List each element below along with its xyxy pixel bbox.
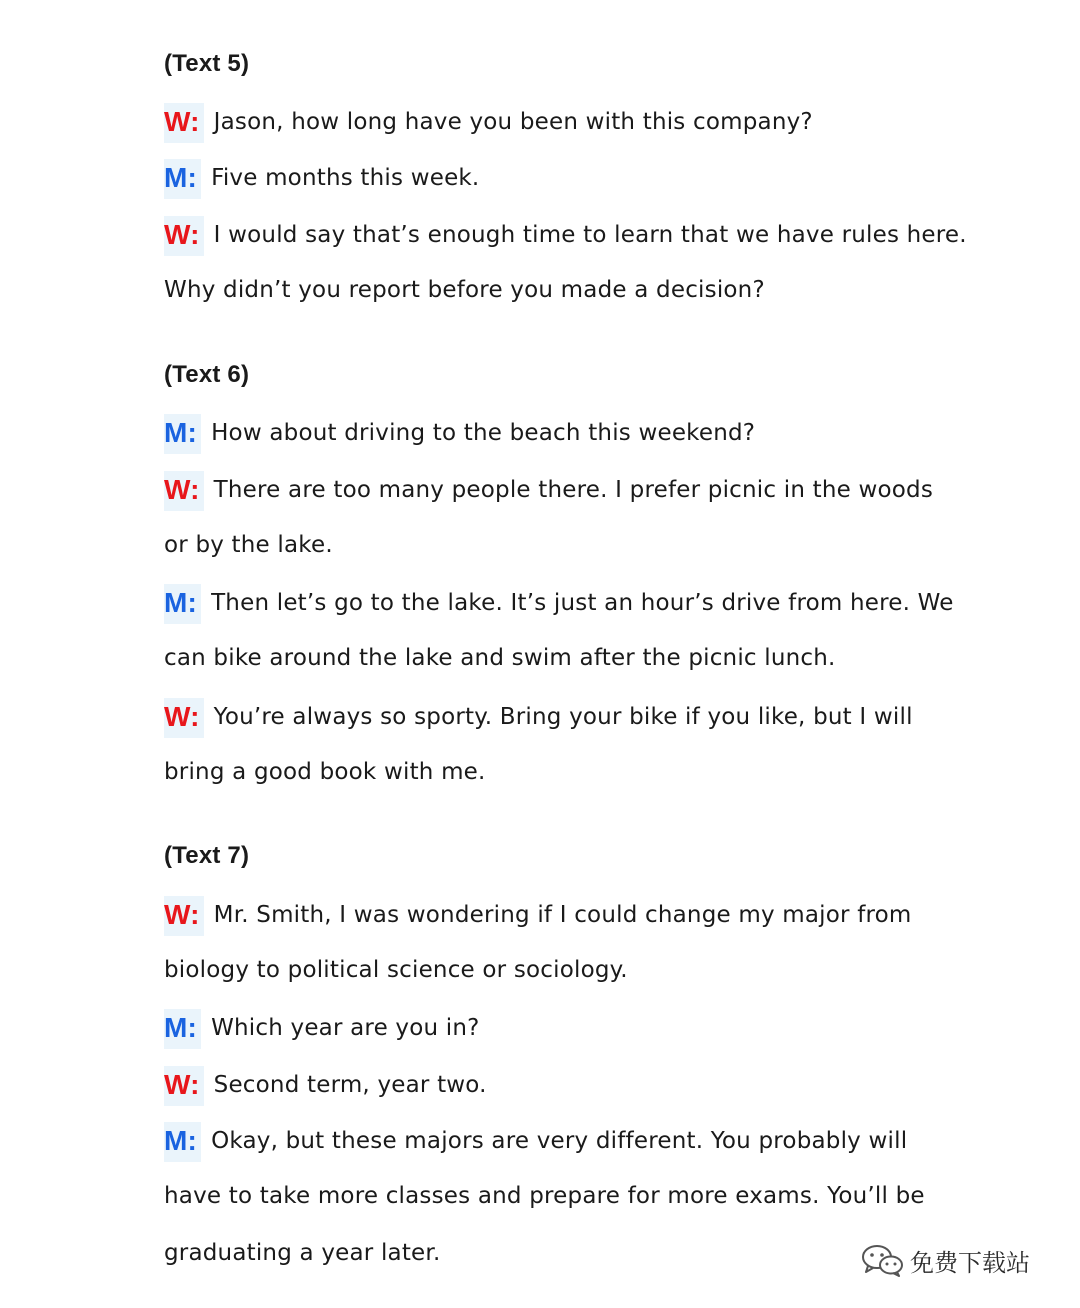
line-text: Why didn’t you report before you made a decision? — [164, 277, 765, 303]
watermark — [860, 1242, 1030, 1278]
section-heading-text7: (Text 7) — [164, 842, 250, 869]
speaker-label-man: M: — [164, 1122, 201, 1162]
line-text: or by the lake. — [164, 532, 333, 558]
dialogue-line — [164, 1013, 480, 1049]
line-text: You’re always so sporty. Bring your bike if you like, but I will — [213, 704, 913, 730]
speaker-label-man: M: — [164, 414, 201, 454]
speaker-label-woman: W: — [164, 896, 204, 936]
speaker-label-woman: W: — [164, 216, 204, 256]
line-text: Then let’s go to the lake. It’s just an hour’s drive from here. We — [211, 590, 954, 616]
line-text: Jason, how long have you been with this company? — [213, 109, 813, 135]
dialogue-line — [164, 220, 967, 256]
dialogue-line-continuation — [164, 530, 333, 560]
dialogue-line — [164, 588, 954, 624]
section-heading-text6: (Text 6) — [164, 361, 250, 388]
line-text: I would say that’s enough time to learn that we have rules here. — [213, 222, 967, 248]
dialogue-line — [164, 163, 479, 199]
speaker-label-woman: W: — [164, 103, 204, 143]
line-text: Which year are you in? — [211, 1015, 480, 1041]
dialogue-line-continuation — [164, 643, 836, 673]
dialogue-line-continuation — [164, 1181, 925, 1211]
dialogue-line — [164, 702, 913, 738]
line-text: How about driving to the beach this weekend? — [211, 420, 756, 446]
dialogue-line-continuation — [164, 275, 765, 305]
line-text: have to take more classes and prepare for more exams. You’ll be — [164, 1183, 925, 1209]
wechat-icon — [860, 1243, 904, 1277]
dialogue-line — [164, 475, 933, 511]
line-text: Okay, but these majors are very different. You probably will — [211, 1128, 908, 1154]
line-text: bring a good book with me. — [164, 759, 486, 785]
line-text: graduating a year later. — [164, 1240, 441, 1266]
dialogue-line — [164, 107, 813, 143]
line-text: Five months this week. — [211, 165, 480, 191]
dialogue-line-continuation — [164, 757, 486, 787]
speaker-label-woman: W: — [164, 1066, 204, 1106]
dialogue-line — [164, 418, 755, 454]
speaker-label-woman: W: — [164, 471, 204, 511]
line-text: There are too many people there. I prefer picnic in the woods — [213, 477, 934, 503]
dialogue-line — [164, 1070, 487, 1106]
line-text: biology to political science or sociology. — [164, 957, 628, 983]
watermark-text: 免费下载站 — [910, 1248, 1030, 1277]
dialogue-line — [164, 1126, 907, 1162]
dialogue-line — [164, 900, 912, 936]
dialogue-line-continuation — [164, 1238, 440, 1268]
speaker-label-man: M: — [164, 584, 201, 624]
line-text: Mr. Smith, I was wondering if I could change my major from — [213, 902, 912, 928]
speaker-label-man: M: — [164, 159, 201, 199]
section-heading-text5: (Text 5) — [164, 50, 250, 77]
dialogue-line-continuation — [164, 955, 628, 985]
line-text: Second term, year two. — [213, 1072, 487, 1098]
speaker-label-man: M: — [164, 1009, 201, 1049]
speaker-label-woman: W: — [164, 698, 204, 738]
line-text: can bike around the lake and swim after the picnic lunch. — [164, 645, 836, 671]
